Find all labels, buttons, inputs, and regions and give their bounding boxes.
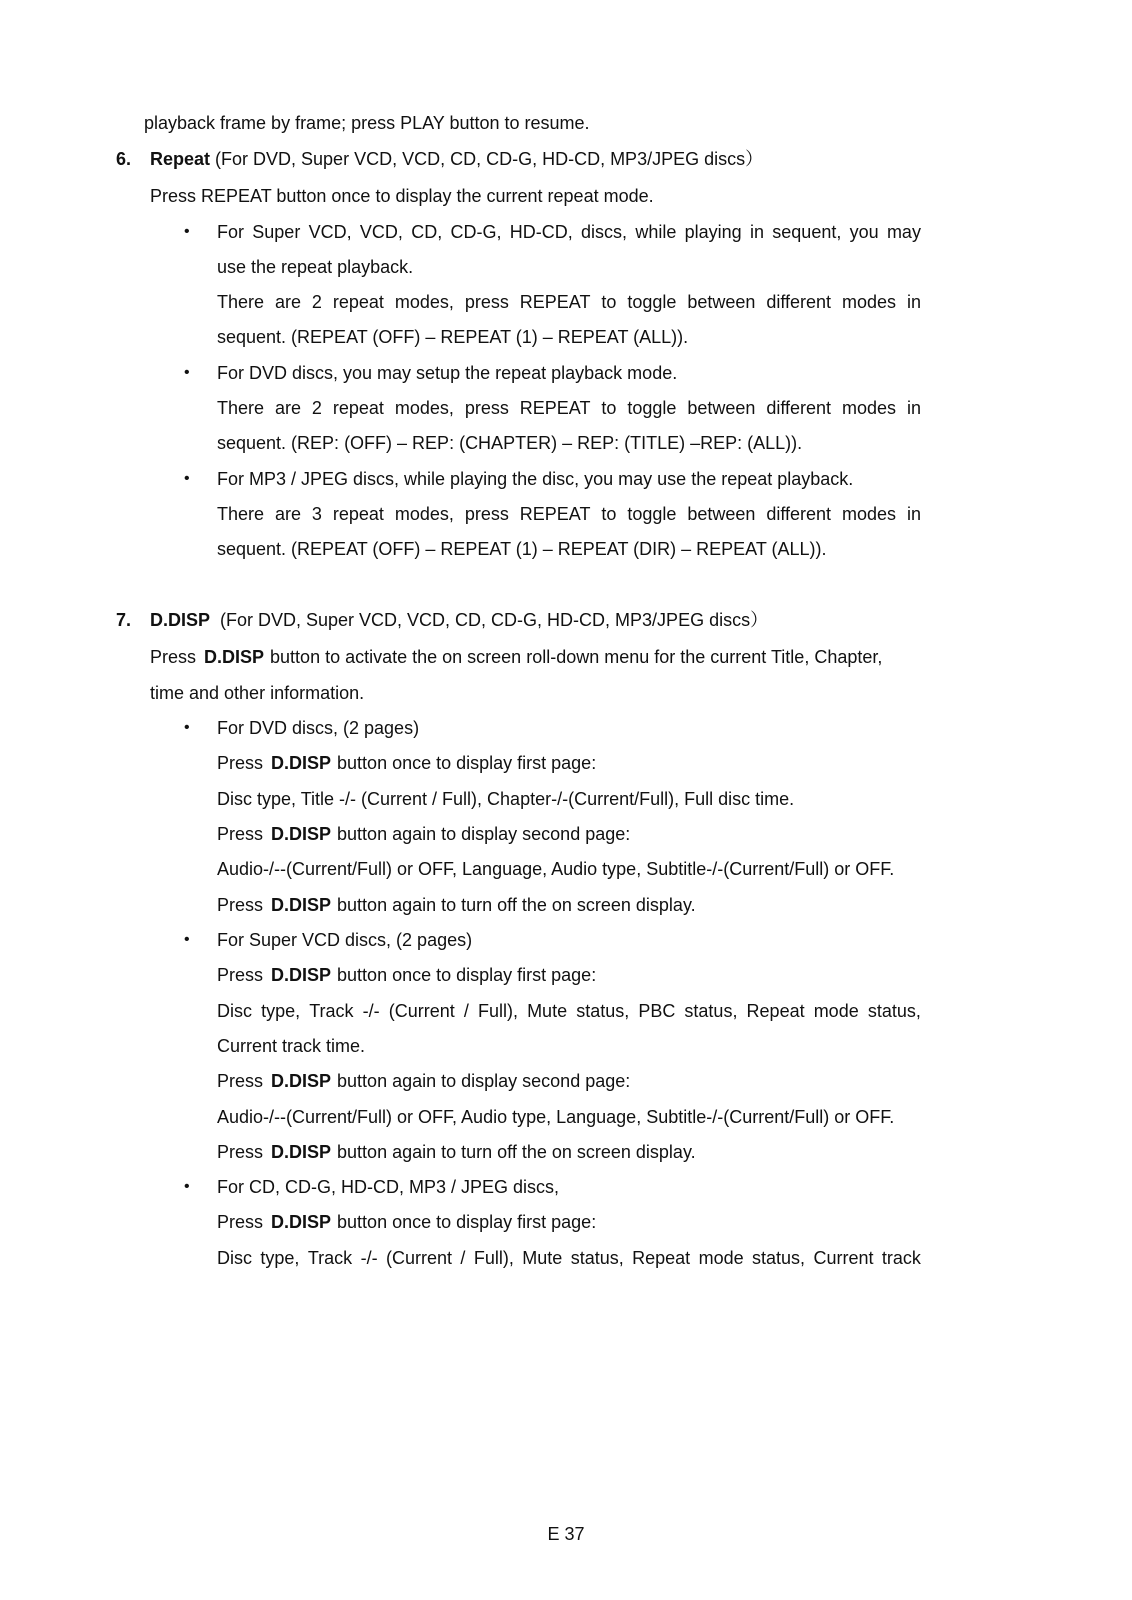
word: in [749, 222, 764, 242]
section-6-title-rest: (For DVD, Super VCD, VCD, CD, CD-G, HD-CD, MP3/JPEG discs） [210, 149, 764, 169]
word: between [687, 398, 756, 418]
word: in [906, 292, 921, 312]
svcd-page1-l1 [217, 1000, 921, 1022]
word: Repeat [632, 1248, 691, 1268]
word: are [274, 292, 301, 312]
word: discs, [581, 222, 628, 242]
word: Repeat [746, 1001, 805, 1021]
word: There [217, 292, 265, 312]
word: are [274, 504, 301, 524]
ddisp-key: D.DISP [271, 1212, 332, 1232]
word: modes [842, 292, 897, 312]
word: playing [684, 222, 742, 242]
bullet-icon: • [184, 1178, 190, 1195]
ddisp-key: D.DISP [204, 647, 265, 667]
dvd-page2: Audio-/--(Current/Full) or OFF, Language, Audio type, Subtitle-/-(Current/Full) or OFF. [217, 859, 895, 879]
word: For [217, 222, 244, 242]
instruction-text: button again to display second page: [337, 1071, 631, 1091]
word: press [464, 504, 509, 524]
word: modes [842, 504, 897, 524]
sec6-b1-l1 [217, 221, 921, 243]
word: VCD, [308, 222, 352, 242]
instruction-text: button again to display second page: [337, 824, 631, 844]
section-6-title: Repeat [150, 149, 211, 169]
section-7-title-rest: (For DVD, Super VCD, VCD, CD, CD-G, HD-CD, MP3/JPEG discs） [220, 610, 769, 630]
sec7-line1 [150, 646, 882, 668]
svcd-page2: Audio-/--(Current/Full) or OFF, Audio type, Language, Subtitle-/-(Current/Full) or OFF. [217, 1107, 895, 1127]
word: you [849, 222, 879, 242]
word: There [217, 398, 265, 418]
word: Mute [527, 1001, 568, 1021]
press-word: Press [150, 647, 197, 667]
word: track [881, 1248, 921, 1268]
word: in [906, 504, 921, 524]
cd-press-first [217, 1211, 596, 1233]
word: repeat [332, 398, 384, 418]
press-word: Press [217, 1212, 264, 1232]
section-7-heading [150, 609, 768, 631]
word: in [906, 398, 921, 418]
bullet-icon: • [184, 719, 190, 736]
sec6-b2-l3: sequent. (REP: (OFF) – REP: (CHAPTER) – REP: (TITLE) –REP: (ALL)). [217, 433, 803, 453]
word: type, [260, 1248, 300, 1268]
press-word: Press [217, 895, 264, 915]
word: to [601, 398, 617, 418]
svcd-press-off [217, 1141, 696, 1163]
section-6-line: Press REPEAT button once to display the current repeat mode. [150, 186, 654, 206]
word: modes [842, 398, 897, 418]
cd-page1 [217, 1247, 921, 1269]
word: REPEAT [519, 504, 591, 524]
word: There [217, 504, 265, 524]
sec6-b3-l3: sequent. (REPEAT (OFF) – REPEAT (1) – REPEAT (DIR) – REPEAT (ALL)). [217, 539, 827, 559]
instruction-text: button once to display first page: [337, 753, 597, 773]
word: may [886, 222, 921, 242]
svcd-press-first [217, 964, 596, 986]
instruction-text: button again to turn off the on screen display. [337, 1142, 696, 1162]
press-word: Press [217, 965, 264, 985]
word: toggle [627, 504, 677, 524]
ddisp-key: D.DISP [271, 895, 332, 915]
word: Mute [522, 1248, 563, 1268]
word: different [766, 292, 832, 312]
instruction-text: button once to display first page: [337, 1212, 597, 1232]
word: status, [752, 1248, 806, 1268]
ddisp-key: D.DISP [271, 824, 332, 844]
word: status, [576, 1001, 630, 1021]
word: Track [307, 1248, 353, 1268]
sec6-b2-l2 [217, 397, 921, 419]
word: Disc [217, 1001, 252, 1021]
word: repeat [332, 292, 384, 312]
bullet-icon: • [184, 931, 190, 948]
word: Full), [473, 1248, 514, 1268]
svcd-press-second [217, 1070, 630, 1092]
word: different [766, 398, 832, 418]
word: to [601, 292, 617, 312]
word: press [464, 292, 509, 312]
svcd-page1-l2: Current track time. [217, 1036, 366, 1056]
instruction-text: button again to turn off the on screen display. [337, 895, 696, 915]
word: status, [684, 1001, 738, 1021]
word: -/- [362, 1001, 380, 1021]
word: / [463, 1001, 469, 1021]
page-number: E 37 [547, 1524, 585, 1544]
word: REPEAT [519, 292, 591, 312]
sec6-b1-l2: use the repeat playback. [217, 257, 414, 277]
ddisp-key: D.DISP [271, 965, 332, 985]
dvd-press-second [217, 823, 630, 845]
ddisp-key: D.DISP [271, 1071, 332, 1091]
sec6-b1-l4: sequent. (REPEAT (OFF) – REPEAT (1) – REPEAT (ALL)). [217, 327, 689, 347]
word: are [274, 398, 301, 418]
word: status, [570, 1248, 624, 1268]
word: HD-CD, [509, 222, 573, 242]
word: (Current [386, 1248, 453, 1268]
section-6-number: 6. [116, 149, 132, 169]
dvd-page1: Disc type, Title -/- (Current / Full), Chapter-/-(Current/Full), Full disc time. [217, 789, 795, 809]
word: CD-G, [450, 222, 502, 242]
press-word: Press [217, 1071, 264, 1091]
sec7-line2: time and other information. [150, 683, 365, 703]
word: press [464, 398, 509, 418]
word: REPEAT [519, 398, 591, 418]
word: while [635, 222, 677, 242]
word: (Current [388, 1001, 455, 1021]
bullet-icon: • [184, 470, 190, 487]
bullet-icon: • [184, 364, 190, 381]
word: status, [867, 1001, 921, 1021]
section-6-heading [150, 148, 763, 170]
press-word: Press [217, 824, 264, 844]
word: between [687, 504, 756, 524]
ddisp-key: D.DISP [271, 753, 332, 773]
word: mode [698, 1248, 744, 1268]
word: Current [813, 1248, 874, 1268]
intro-line: playback frame by frame; press PLAY button to resume. [144, 113, 590, 133]
sec7-line1-rest: button to activate the on screen roll-down menu for the current Title, Chapter, [270, 647, 883, 667]
bullet-icon: • [184, 223, 190, 240]
word: CD, [411, 222, 443, 242]
word: type, [261, 1001, 301, 1021]
ddisp-key: D.DISP [271, 1142, 332, 1162]
word: 2 [311, 292, 322, 312]
word: different [766, 504, 832, 524]
section-7-title: D.DISP [150, 610, 211, 630]
word: to [601, 504, 617, 524]
dvd-heading: For DVD discs, (2 pages) [217, 718, 420, 738]
cd-heading: For CD, CD-G, HD-CD, MP3 / JPEG discs, [217, 1177, 560, 1197]
sec6-b3-l2 [217, 503, 921, 525]
word: Super [252, 222, 301, 242]
word: 3 [311, 504, 322, 524]
word: / [460, 1248, 466, 1268]
word: between [687, 292, 756, 312]
press-word: Press [217, 753, 264, 773]
section-7-number: 7. [116, 610, 132, 630]
word: -/- [360, 1248, 378, 1268]
word: mode [813, 1001, 859, 1021]
word: modes, [394, 504, 454, 524]
word: Full), [477, 1001, 518, 1021]
dvd-press-off [217, 894, 696, 916]
press-word: Press [217, 1142, 264, 1162]
word: PBC [638, 1001, 676, 1021]
dvd-press-first [217, 752, 596, 774]
word: 2 [311, 398, 322, 418]
word: toggle [627, 292, 677, 312]
sec6-b1-l3 [217, 291, 921, 313]
instruction-text: button once to display first page: [337, 965, 597, 985]
word: Disc [217, 1248, 252, 1268]
sec6-b3-l1: For MP3 / JPEG discs, while playing the disc, you may use the repeat playback. [217, 469, 854, 489]
word: modes, [394, 398, 454, 418]
word: toggle [627, 398, 677, 418]
sec6-b2-l1: For DVD discs, you may setup the repeat playback mode. [217, 363, 678, 383]
word: Track [309, 1001, 354, 1021]
word: repeat [332, 504, 384, 524]
word: modes, [394, 292, 454, 312]
word: sequent, [772, 222, 842, 242]
svcd-heading: For Super VCD discs, (2 pages) [217, 930, 473, 950]
word: VCD, [359, 222, 403, 242]
